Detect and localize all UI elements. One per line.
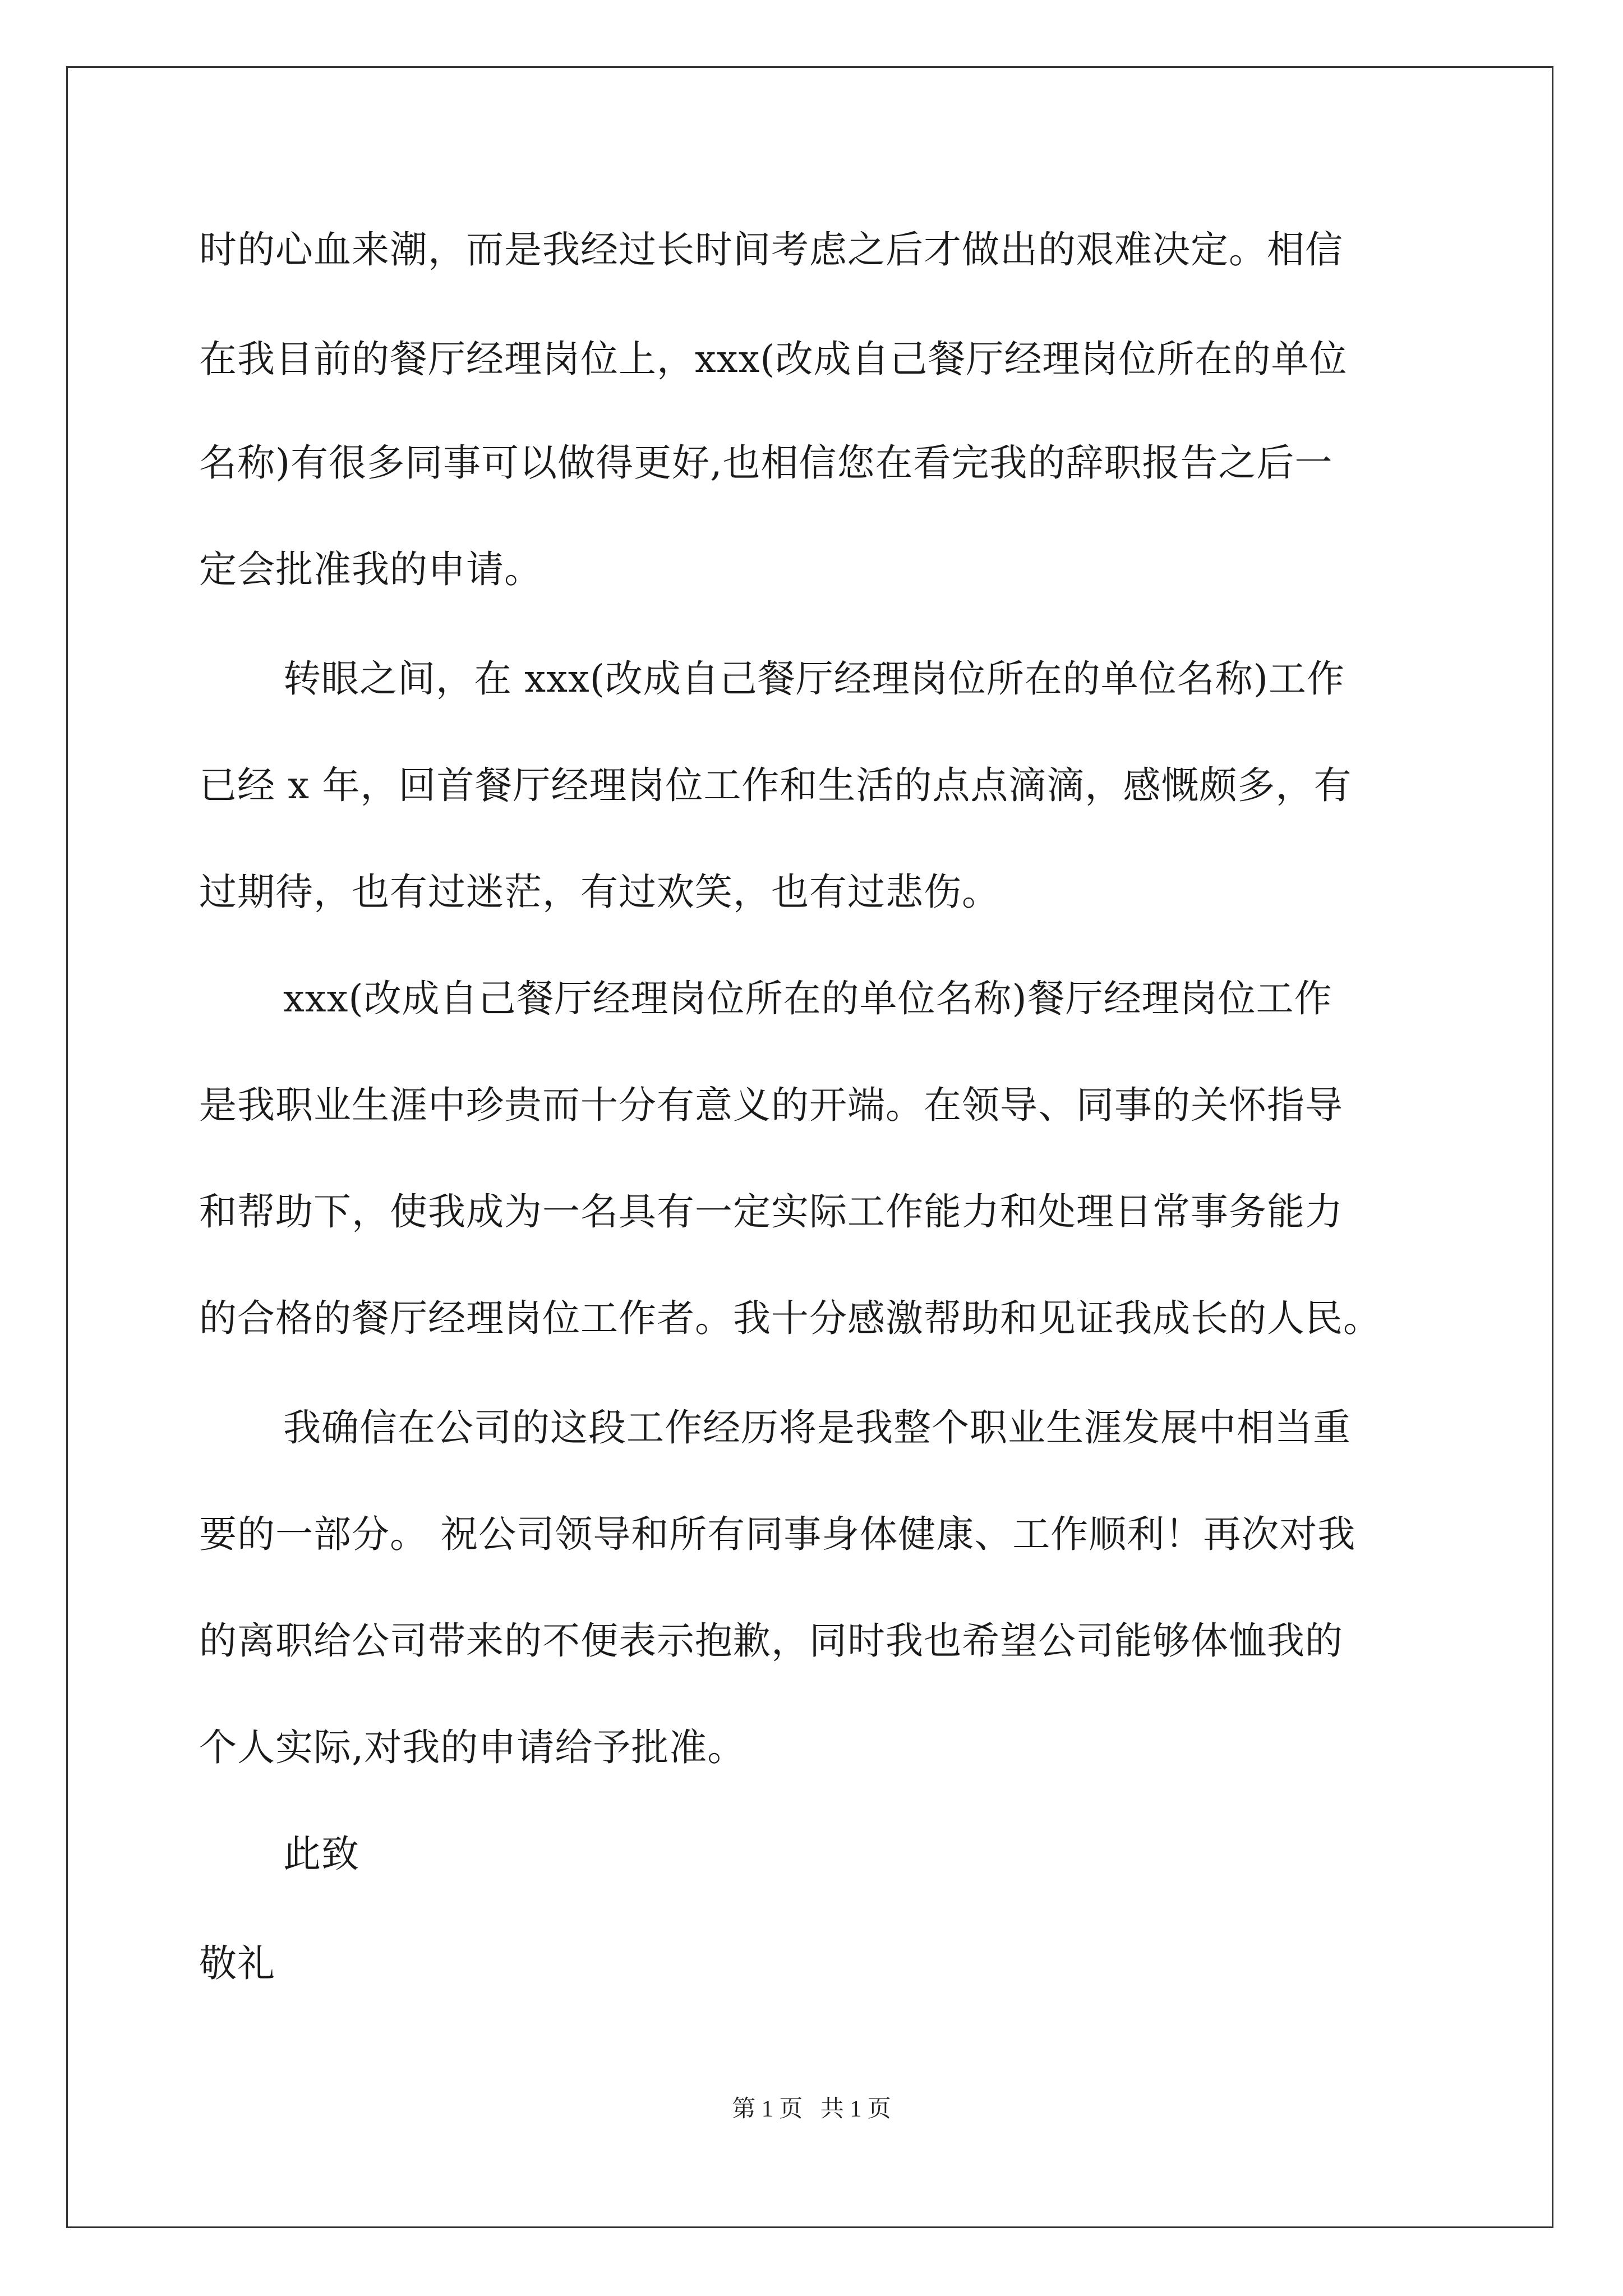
paragraph-4-line-1: 我确信在公司的这段工作经历将是我整个职业生涯发展中相当重 xyxy=(283,1406,1351,1450)
closing-salutation: 此致 xyxy=(283,1832,359,1876)
paragraph-2-line-3: 过期待，也有过迷茫，有过欢笑，也有过悲伤。 xyxy=(199,870,1000,914)
paragraph-3-line-3: 和帮助下，使我成为一名具有一定实际工作能力和处理日常事务能力 xyxy=(199,1190,1343,1234)
paragraph-4-line-2: 要的一部分。 祝公司领导和所有同事身体健康、工作顺利！再次对我 xyxy=(199,1512,1356,1556)
paragraph-3-line-2: 是我职业生涯中珍贵而十分有意义的开端。在领导、同事的关怀指导 xyxy=(199,1083,1343,1127)
paragraph-3-line-1: xxx(改成自己餐厅经理岗位所在的单位名称)餐厅经理岗位工作 xyxy=(283,977,1332,1020)
paragraph-1-line-3: 名称)有很多同事可以做得更好,也相信您在看完我的辞职报告之后一 xyxy=(199,441,1333,485)
page-number-footer: 第 1 页 共 1 页 xyxy=(732,2096,891,2122)
paragraph-1-line-4: 定会批准我的申请。 xyxy=(199,547,542,591)
paragraph-1-line-2: 在我目前的餐厅经理岗位上，xxx(改成自己餐厅经理岗位所在的单位 xyxy=(199,337,1348,381)
paragraph-2-line-1: 转眼之间，在 xxx(改成自己餐厅经理岗位所在的单位名称)工作 xyxy=(283,657,1345,701)
closing-regards: 敬礼 xyxy=(199,1941,275,1985)
paragraph-1-line-1: 时的心血来潮，而是我经过长时间考虑之后才做出的艰难决定。相信 xyxy=(199,228,1343,272)
paragraph-2-line-2: 已经 x 年，回首餐厅经理岗位工作和生活的点点滴滴，感慨颇多，有 xyxy=(199,763,1352,807)
paragraph-3-line-4: 的合格的餐厅经理岗位工作者。我十分感激帮助和见证我成长的人民。 xyxy=(199,1296,1381,1340)
paragraph-4-line-4: 个人实际,对我的申请给予批准。 xyxy=(199,1726,746,1769)
paragraph-4-line-3: 的离职给公司带来的不便表示抱歉，同时我也希望公司能够体恤我的 xyxy=(199,1619,1343,1663)
